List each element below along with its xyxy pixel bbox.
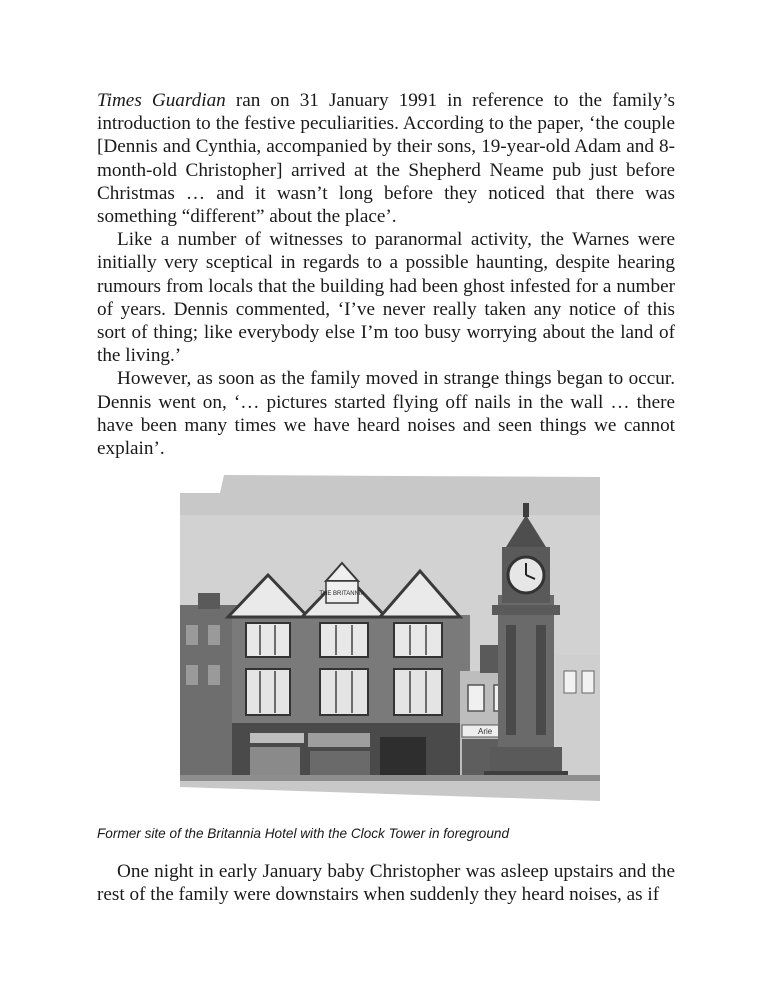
hotel-sign: THE BRITANNIA: [319, 591, 365, 597]
body-text: [97, 89, 675, 460]
figure-caption: Former site of the Britannia Hotel with the Clock Tower in foreground: [97, 826, 510, 841]
paragraph-2: Like a number of witnesses to paranormal activity, the Warnes were initially very sceptical in regards to a possible haunting, despite hearing rumours from locals that the building had been ghost infested for a number of years. Dennis commented, ‘I’ve never really taken any notice of this sort of thing; like everybody else I’m too busy worrying about the land of the living.’: [97, 229, 675, 367]
shop-sign: Arie: [478, 727, 493, 736]
body-text-continued: [97, 860, 675, 906]
paragraph-1: [97, 89, 675, 228]
photo-britannia-hotel: [180, 475, 600, 801]
paragraph-4: One night in early January baby Christopher was asleep upstairs and the rest of the family were downstairs when suddenly they heard noises, as if: [97, 861, 675, 906]
paragraph-3: However, as soon as the family moved in strange things began to occur. Dennis went on, ‘… pictures started flying off nails in the wall … there have been many times we have heard noises and seen things we cannot explain’.: [97, 368, 675, 460]
paragraph-1-text: ran on 31 January 1991 in reference to the family’s introduction to the festive peculiarities. According to the paper, ‘the couple [Dennis and Cynthia, accompanied by their sons, 19-year-old Adam and 8-month-old Christopher] arrived at the Shepherd Neame pub just before Christmas … and it wasn’t long before they noticed that there was something “different” about the place’.: [97, 90, 675, 228]
newspaper-title: Times Guardian: [97, 90, 226, 111]
